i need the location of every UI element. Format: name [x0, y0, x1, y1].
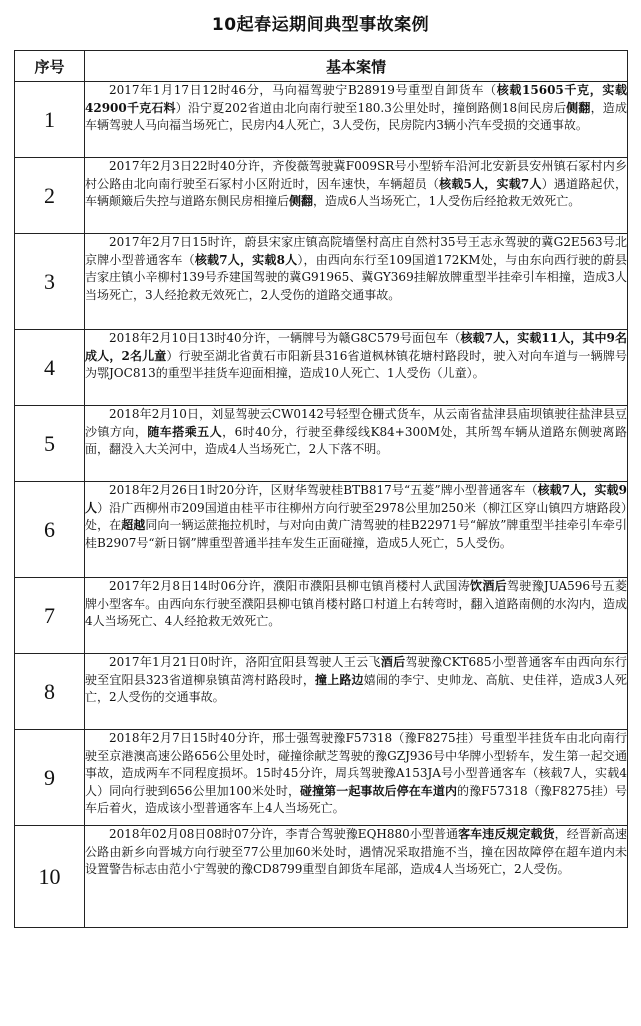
- cases-table: [14, 50, 628, 928]
- case-text-emphasis: 侧翻: [289, 194, 314, 209]
- case-text-segment: 2018年2月26日1时20分许，区财华驾驶桂BTB817号“五菱”牌小型普通客车（: [109, 483, 538, 497]
- case-text-segment: 2017年1月21日0时许，洛阳宜阳县驾驶人王云飞: [109, 655, 381, 669]
- case-text-segment: ）遇道路起伏，车辆颠簸后失控与道路东侧民房相撞后: [85, 176, 627, 209]
- table-row: [15, 158, 628, 234]
- case-number: 9: [15, 730, 85, 826]
- table-row: [15, 82, 628, 158]
- case-number: 4: [15, 330, 85, 406]
- case-description: [85, 234, 628, 330]
- case-number: 1: [15, 82, 85, 158]
- case-text-emphasis: 核载7人，实载11人，其中9名成人，2名儿童: [85, 331, 627, 363]
- case-text-segment: ，造成6人当场死亡，1人受伤后经抢救无效死亡。: [313, 194, 581, 209]
- case-text: [85, 578, 627, 631]
- case-text-emphasis: 核载15605千克，实载42900千克石料: [85, 83, 627, 115]
- case-text-emphasis: 酒后: [380, 655, 406, 669]
- case-text: [85, 330, 627, 383]
- case-text: [85, 482, 627, 552]
- case-description: [85, 826, 628, 928]
- case-description: [85, 578, 628, 654]
- header-num: 序号: [15, 51, 85, 82]
- case-description: [85, 82, 628, 158]
- case-text-segment: 2018年2月10日，刘显驾驶云CW0142号轻型仓栅式货车，从云南省盐津县庙坝镇驶往盐津县豆沙镇方向，: [85, 407, 627, 439]
- case-text-emphasis: 随车搭乘五人: [147, 424, 223, 439]
- case-number: 8: [15, 654, 85, 730]
- case-text: [85, 234, 627, 304]
- table-row: [15, 654, 628, 730]
- page-title: 10起春运期间典型事故案例: [211, 15, 430, 35]
- table-row: [15, 482, 628, 578]
- case-text-segment: ）行驶至湖北省黄石市阳新县316省道枫林镇花塘村路段时，驶入对向车道与一辆牌号为鄂JOC813的重型半挂货车迎面相撞，造成10人死亡、1人受伤（儿童）。: [85, 348, 627, 381]
- case-text: [85, 82, 627, 135]
- case-number: 6: [15, 482, 85, 578]
- table-row: [15, 730, 628, 826]
- case-text: [85, 730, 627, 818]
- case-text-segment: 2017年2月3日22时40分许，齐俊薇驾驶冀F009SR号小型轿车沿河北安新县安州镇石冢村内乡村公路由北向南行驶至石冢村小区附近时，因车速快，车辆超员（: [85, 159, 627, 191]
- case-description: [85, 406, 628, 482]
- case-text-segment: 嬉闹的李宁、史帅龙、高航、史佳祥，造成3人死亡，2人受伤的交通事故。: [85, 672, 627, 705]
- header-desc: 基本案情: [85, 51, 628, 82]
- case-text-emphasis: 超越: [121, 518, 146, 533]
- table-row: [15, 826, 628, 928]
- case-text-emphasis: 核载5人，实载7人: [439, 176, 542, 191]
- table-header-row: [15, 51, 628, 82]
- case-description: [85, 654, 628, 730]
- case-description: [85, 330, 628, 406]
- table-row: [15, 578, 628, 654]
- case-text-emphasis: 饮酒后: [470, 579, 507, 593]
- case-text-segment: 2017年2月8日14时06分许，濮阳市濮阳县柳屯镇肖楼村人武国涛: [109, 579, 471, 593]
- case-number: 10: [15, 826, 85, 928]
- case-description: [85, 482, 628, 578]
- case-text-segment: ）沿广西柳州市209国道由桂平市往柳州方向行驶至2978公里加250米（柳江区穿山镇四方塘路段）处，在: [85, 500, 627, 533]
- case-number: 7: [15, 578, 85, 654]
- table-row: [15, 406, 628, 482]
- case-text-emphasis: 撞上路边: [315, 672, 364, 687]
- case-text-segment: 2018年02月08日08时07分许，李青合驾驶豫EQH880小型普通: [109, 827, 459, 841]
- case-number: 5: [15, 406, 85, 482]
- case-text-segment: 驾驶豫CKT685小型普通客车由西向东行驶至宜阳县323省道柳泉镇苗湾村路段时，: [85, 655, 627, 687]
- case-text-segment: 2018年2月7日15时40分许，邢士强驾驶豫F57318（豫F8275挂）号重型半挂货车由北向南行驶至京港澳高速公路656公里处时，碰撞徐献芝驾驶的豫GZJ936号中华牌小型轿车，发生第一起交通事故，造成两车不同程度损坏。15时45分许，周兵驾驶豫A153JA号小型普通客车（核载7人，实载4人）同向行驶到656公里加100米处时，: [85, 731, 627, 798]
- case-text-segment: 2017年1月17日12时46分，马向福驾驶宁B28919号重型自卸货车（: [109, 83, 497, 97]
- case-text-segment: 2017年2月7日15时许，蔚县宋家庄镇高院墙堡村高庄自然村35号王志永驾驶的冀G2E563号北京牌小型普通客车（: [85, 235, 627, 267]
- case-text-emphasis: 核载7人，实载8人: [194, 252, 298, 267]
- case-text-emphasis: 核载7人，实载9人: [85, 483, 627, 515]
- case-text: [85, 826, 627, 879]
- case-text-segment: ），由西向东行至109国道172KM处，与由东向西行驶的蔚县吉家庄镇小辛柳村139号乔建国驾驶的冀G91965、冀GY369挂解放牌重型半挂牵引车相撞，造成3人当场死亡，3人经抢救无效死亡，2人受伤的道路交通事故。: [85, 252, 627, 302]
- case-text: [85, 654, 627, 707]
- table-row: [15, 234, 628, 330]
- case-text-segment: 同向一辆运蔗拖拉机时，与对向由黄广清驾驶的桂B22971号“解放”牌重型半挂牵引车牵引桂B2907号“新日钢”牌重型普通半挂车发生正面碰撞，造成5人死亡，5人受伤。: [85, 518, 627, 550]
- case-text: [85, 406, 627, 459]
- case-description: [85, 158, 628, 234]
- case-text-emphasis: 侧翻: [566, 100, 591, 115]
- case-number: 3: [15, 234, 85, 330]
- case-number: 2: [15, 158, 85, 234]
- case-text-segment: ，6时40分，行驶至彝绥线K84+300M处，其所驾车辆从道路东侧驶离路面，翻没入大关河中，造成4人当场死亡，2人下落不明。: [85, 424, 627, 457]
- case-text-emphasis: 碰撞第一起事故后停在车道内: [300, 783, 458, 798]
- case-text-segment: ，造成车辆驾驶人马向福当场死亡，民房内4人死亡，3人受伤，民房院内3辆小汽车受损的交通事故。: [85, 100, 627, 133]
- case-text-segment: 的豫F57318（豫F8275挂）号车后着火，造成该小型普通客车上4人当场死亡。: [85, 783, 627, 816]
- case-text-segment: ，经晋新高速公路由新乡向晋城方向行驶至77公里加60米处时，遇情况采取措施不当，撞在因故障停在超车道内未设置警告标志由范小宁驾驶的豫CD8799重型自卸货车尾部，造成4人当场死亡，2人受伤。: [85, 827, 627, 877]
- case-text: [85, 158, 627, 211]
- case-text-segment: 驾驶豫JUA596号五菱牌小型客车。由西向东行驶至濮阳县柳屯镇肖楼村路口村道上右转弯时，翻入道路南侧的水沟内，造成4人当场死亡、4人经抢救无效死亡。: [85, 579, 627, 629]
- case-text-segment: 2018年2月10日13时40分许，一辆牌号为赣G8C579号面包车（: [109, 331, 461, 345]
- case-text-emphasis: 客车违反规定载货: [458, 827, 555, 841]
- table-row: [15, 330, 628, 406]
- case-description: [85, 730, 628, 826]
- case-text-segment: ）沿宁夏202省道由北向南行驶至180.3公里处时，撞倒路侧18间民房后: [175, 100, 567, 115]
